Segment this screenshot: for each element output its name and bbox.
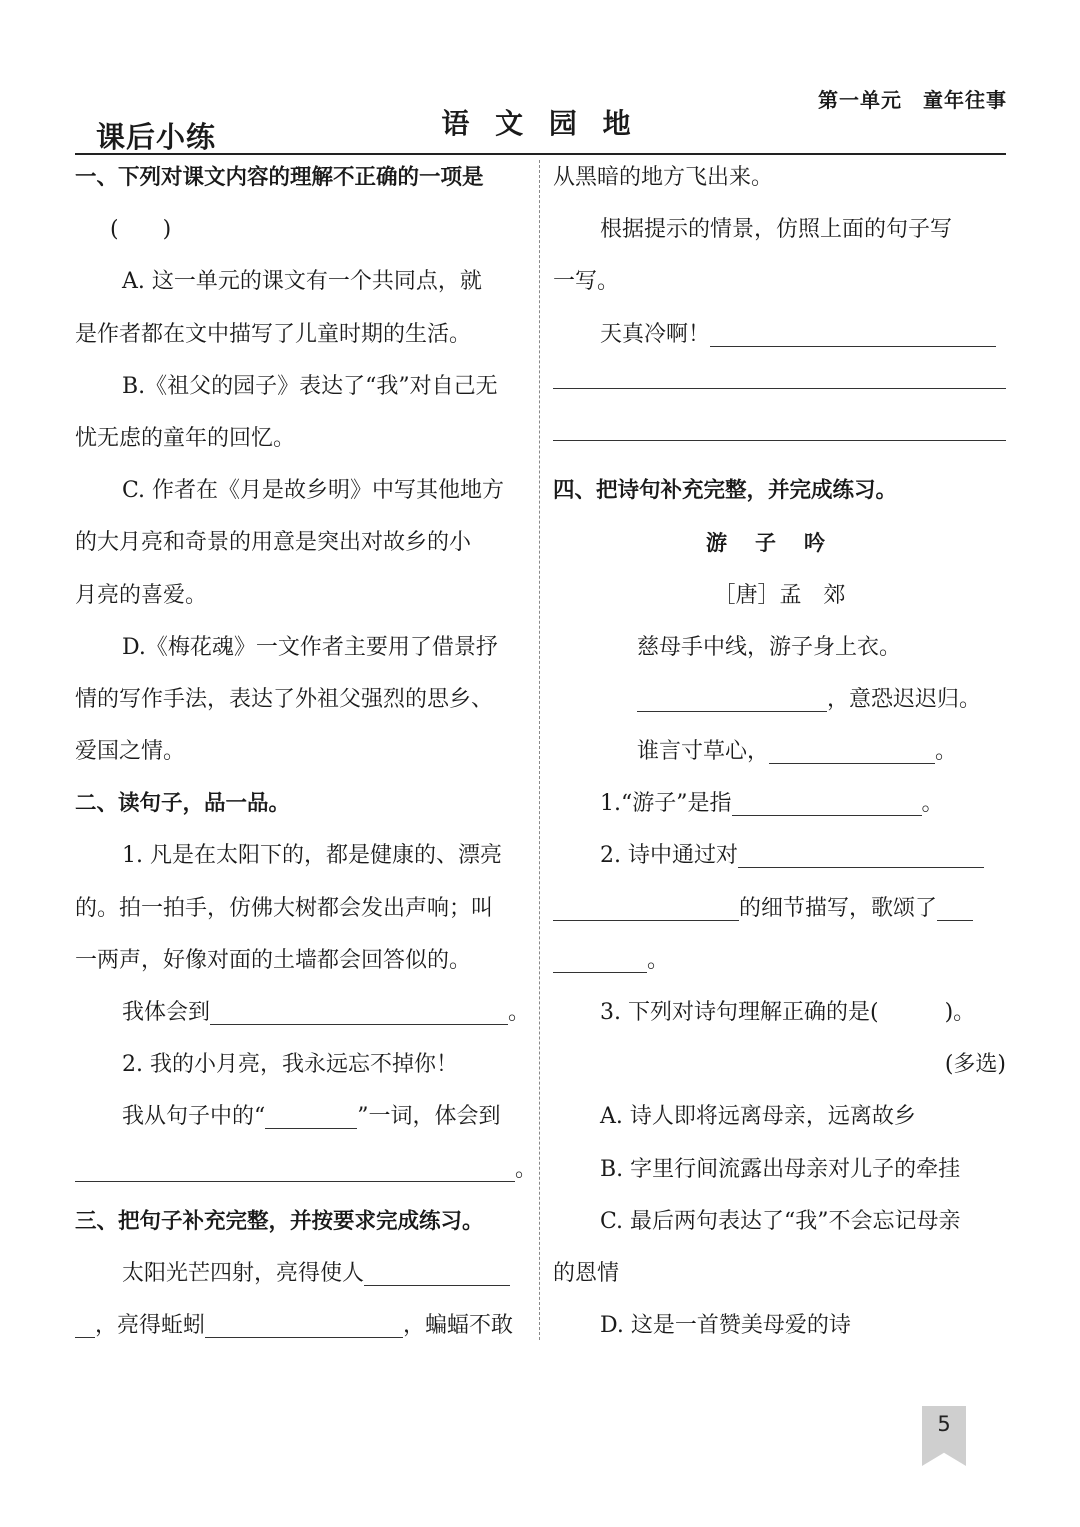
question-1-heading: 一、下列对课文内容的理解不正确的一项是 <box>75 165 484 190</box>
sentence-2-prompt-a: 我从句子中的“ <box>122 1104 266 1130</box>
poem-question-2-text-b: 的细节描写，歌颂了 <box>739 895 938 921</box>
poem-question-3-note: (多选) <box>944 1052 1006 1078</box>
poem-question-2-text-a: 2. 诗中通过对 <box>600 843 738 869</box>
sentence-1-line-1: 1. 凡是在太阳下的，都是健康的、漂亮 <box>122 843 502 869</box>
question-3-writing-line-2[interactable] <box>553 361 1006 413</box>
sentence-2-answer-line-2 <box>75 1144 538 1196</box>
poem-question-1-blank[interactable] <box>732 791 922 816</box>
poem-title-line <box>553 517 1006 569</box>
sentence-1-answer-line <box>75 987 531 1039</box>
option-d-line-3: 爱国之情。 <box>75 739 186 765</box>
poem-line-2-text: ，意恐迟迟归。 <box>827 686 982 712</box>
question-3-blank-2[interactable] <box>205 1313 403 1338</box>
question-3-instruction-1: 根据提示的情景，仿照上面的句子写 <box>600 217 953 243</box>
question-3-line-1 <box>75 1248 528 1300</box>
option-d-line-1: D.《梅花魂》一文作者主要用了借景抒 <box>122 634 498 660</box>
poem-line-3-period: 。 <box>935 739 958 765</box>
poem-question-1-text: 1.“游子”是指 <box>600 791 732 817</box>
page-title: 语 文 园 地 <box>441 107 639 140</box>
poem-blank-2[interactable] <box>769 739 935 764</box>
poem-question-2-line-3 <box>553 935 1006 987</box>
poem-question-2-blank-1[interactable] <box>738 843 984 868</box>
unit-title: 第一单元 童年往事 <box>818 88 1007 112</box>
question-3-blank-1b[interactable] <box>75 1313 95 1338</box>
poem-option-a: A. 诗人即将远离母亲，远离故乡 <box>600 1104 916 1130</box>
poem-line-3-text: 谁言寸草心， <box>637 739 770 765</box>
sentence-2-answer-line <box>75 1091 528 1143</box>
poem-option-b: B. 字里行间流露出母亲对儿子的牵挂 <box>600 1156 961 1182</box>
sentence-1-line-3: 一两声，好像对面的土墙都会回答似的。 <box>75 947 472 973</box>
sentence-2-blank[interactable] <box>75 1157 515 1182</box>
sentence-2-period: 。 <box>515 1156 538 1182</box>
question-3-prompt: 天真冷啊！ <box>600 321 711 347</box>
sentence-2-word-blank[interactable] <box>265 1104 357 1129</box>
question-3-writing-line-1 <box>553 309 1006 361</box>
sentence-2-prompt-b: ”一词，体会到 <box>357 1104 501 1130</box>
sentence-2: 2. 我的小月亮，我永远忘不掉你！ <box>122 1052 458 1078</box>
right-column <box>553 152 1006 1352</box>
poem-question-1 <box>553 778 1006 830</box>
question-3-blank-1[interactable] <box>364 1261 510 1286</box>
poem-blank-1[interactable] <box>637 687 827 712</box>
column-divider <box>539 160 540 1340</box>
sentence-1-line-2: 的。拍一拍手，仿佛大树都会发出声响；叫 <box>75 895 494 921</box>
option-c-line-2: 的大月亮和奇景的用意是突出对故乡的小 <box>75 530 472 556</box>
poem-author: ［唐］孟 郊 <box>713 582 846 608</box>
option-d-line-2: 情的写作手法，表达了外祖父强烈的思乡、 <box>75 686 494 712</box>
writing-rule-2[interactable] <box>553 361 1006 389</box>
poem-line-1: 慈母手中线，游子身上衣。 <box>637 634 902 660</box>
left-column <box>75 152 538 1352</box>
option-c-line-3: 月亮的喜爱。 <box>75 582 208 608</box>
poem-question-3: 3. 下列对诗句理解正确的是( )。 <box>600 1000 976 1025</box>
option-b-line-2: 忧无虑的童年的回忆。 <box>75 425 296 451</box>
question-2-heading: 二、读句子，品一品。 <box>75 791 291 817</box>
section-label: 课后小练 <box>96 120 217 154</box>
poem-line-2 <box>553 674 1006 726</box>
sentence-1-blank[interactable] <box>210 1000 508 1025</box>
writing-rule-3[interactable] <box>553 413 1006 441</box>
question-3-line-2 <box>75 1300 528 1352</box>
page-number: 5 <box>937 1412 951 1436</box>
question-3-instruction-2: 一写。 <box>553 269 620 295</box>
option-a-line-2: 是作者都在文中描写了儿童时期的生活。 <box>75 321 472 347</box>
question-3-heading: 三、把句子补充完整，并按要求完成练习。 <box>75 1208 484 1234</box>
question-3-writing-blank-1[interactable] <box>710 322 996 347</box>
question-3-line-3: 从黑暗的地方飞出来。 <box>553 165 774 190</box>
poem-option-c-line-2: 的恩情 <box>553 1260 620 1286</box>
poem-question-2-line-2 <box>553 883 1006 935</box>
poem-question-2-blank-3[interactable] <box>937 896 973 921</box>
option-a-line-1: A. 这一单元的课文有一个共同点，就 <box>122 269 482 295</box>
poem-question-2-blank-4[interactable] <box>553 948 647 973</box>
option-c-line-1: C. 作者在《月是故乡明》中写其他地方 <box>122 478 505 504</box>
sentence-1-prompt: 我体会到 <box>122 1000 211 1025</box>
question-3-text-2a: ，亮得蚯蚓 <box>95 1313 206 1339</box>
option-b-line-1: B.《祖父的园子》表达了“我”对自己无 <box>122 373 498 399</box>
question-3-writing-line-3[interactable] <box>553 413 1006 465</box>
answer-bracket[interactable]: ( ) <box>110 217 172 243</box>
poem-option-d: D. 这是一首赞美母爱的诗 <box>600 1313 851 1339</box>
poem-question-2-line-1 <box>553 830 1006 882</box>
poem-option-c-line-1: C. 最后两句表达了“我”不会忘记母亲 <box>600 1208 961 1234</box>
poem-question-1-period: 。 <box>921 791 944 817</box>
sentence-1-period: 。 <box>508 1000 531 1025</box>
poem-line-3 <box>553 726 1006 778</box>
question-3-text-2b: ，蝙蝠不敢 <box>403 1313 514 1339</box>
poem-title: 游子吟 <box>706 531 853 556</box>
question-4-heading: 四、把诗句补充完整，并完成练习。 <box>553 478 898 504</box>
poem-question-2-blank-2[interactable] <box>553 896 739 921</box>
question-3-text-1: 太阳光芒四射，亮得使人 <box>122 1260 365 1286</box>
poem-question-2-period: 。 <box>647 947 670 973</box>
